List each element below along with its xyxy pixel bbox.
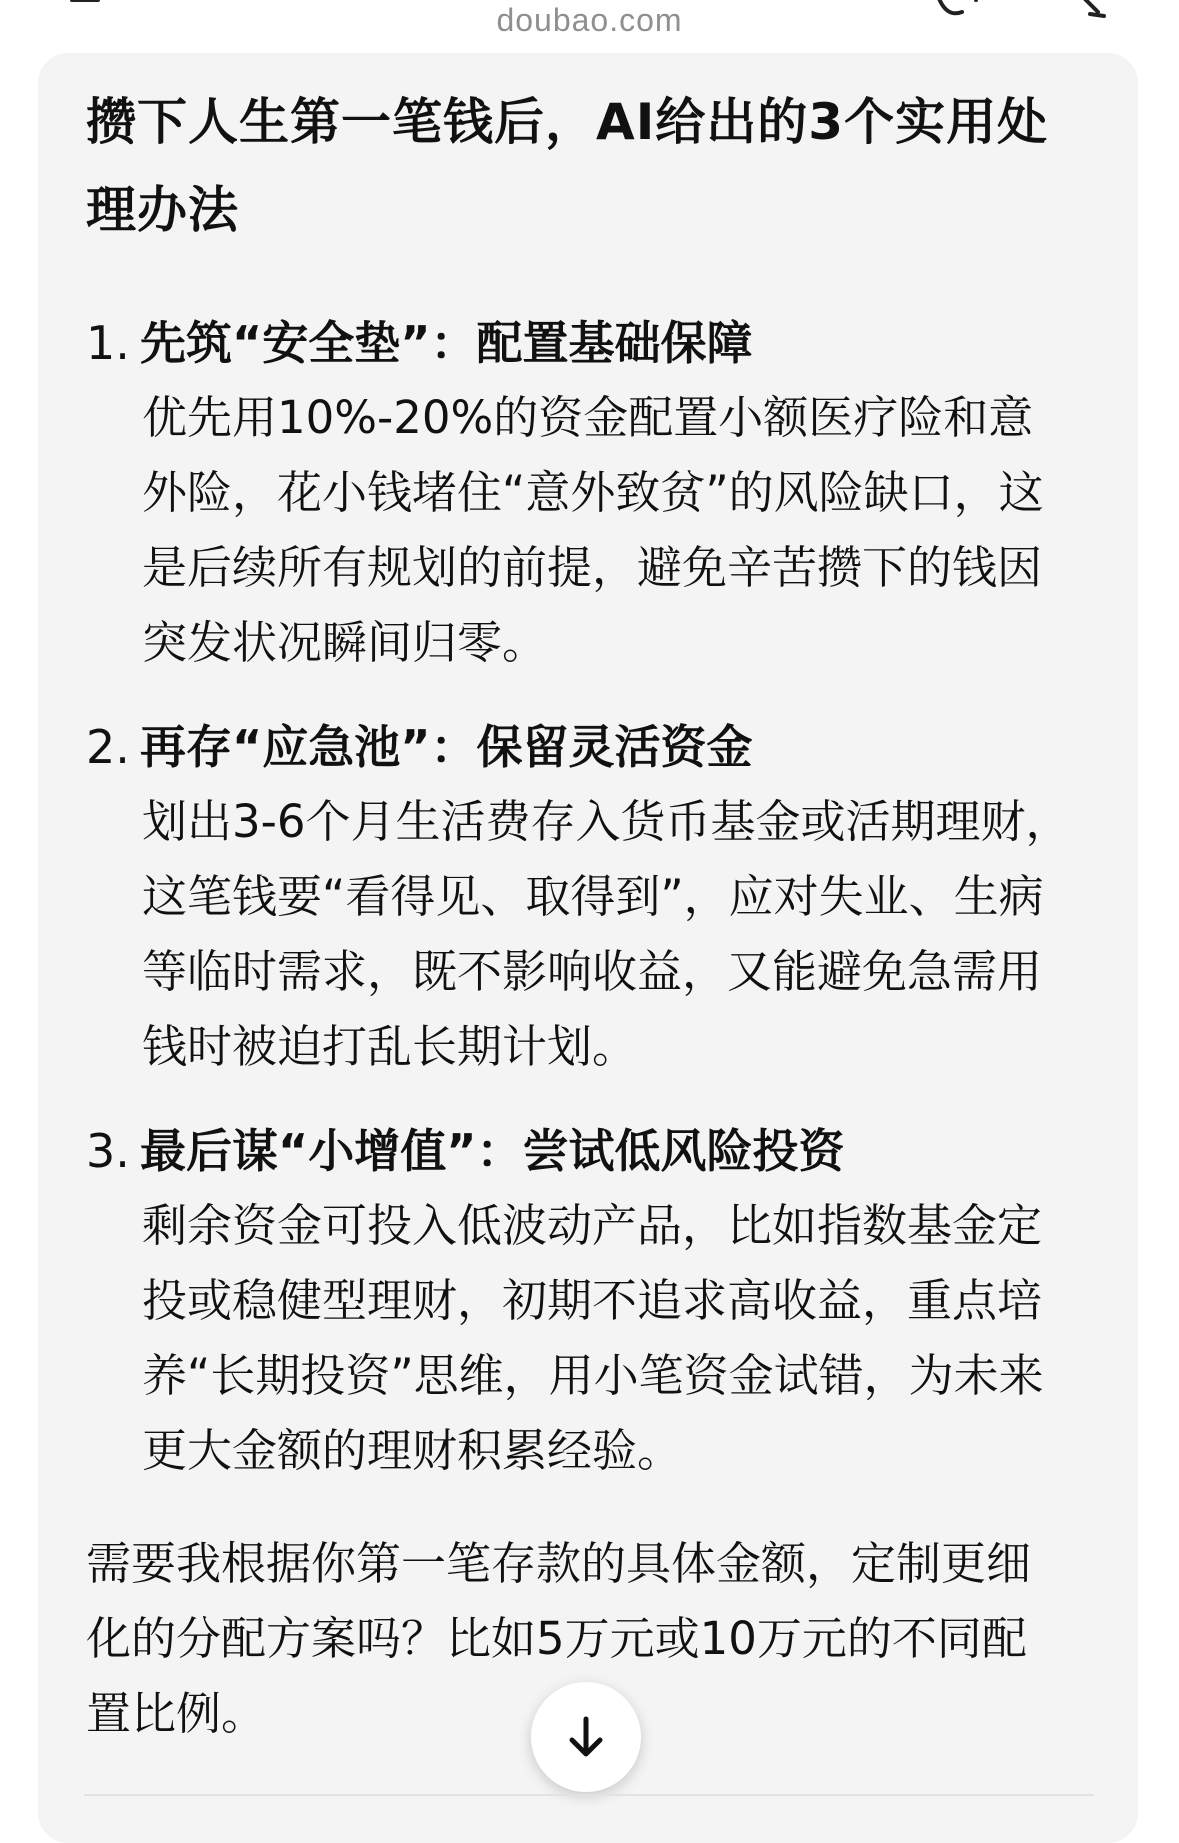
message-title: 攒下人生第一笔钱后，AI给出的3个实用处理办法 [86,93,1049,239]
list-item [86,1114,1096,1488]
item-body: 剩余资金可投入低波动产品，比如指数基金定投或稳健型理财，初期不追求高收益，重点培养“长期投资”思维，用小笔资金试错，为未来更大金额的理财积累经验。 [142,1199,1044,1477]
link-icon[interactable] [932,0,982,22]
item-number: 3. [86,1124,130,1178]
item-heading-text: 最后谋“小增值”：尝试低风险投资 [140,1124,845,1178]
item-number: 2. [86,720,130,774]
url-label[interactable]: doubao.com [496,2,683,38]
item-heading [86,1114,1096,1188]
closing-question: 需要我根据你第一笔存款的具体金额，定制更细化的分配方案吗？比如5万元或10万元的不同配置比例。 [86,1537,1032,1740]
arrow-down-icon [562,1713,610,1761]
item-body: 优先用10%-20%的资金配置小额医疗险和意外险，花小钱堵住“意外致贫”的风险缺口，这是后续所有规划的前提，避免辛苦攒下的钱因突发状况瞬间归零。 [142,391,1044,669]
assistant-message-content [86,78,1096,1751]
item-heading-text: 再存“应急池”：保留灵活资金 [140,720,753,774]
divider [84,1794,1094,1796]
advice-list [86,306,1096,1488]
item-heading [86,710,1096,784]
list-item [86,710,1096,1084]
item-number: 1. [86,316,130,370]
edit-icon[interactable] [1060,0,1110,22]
browser-top-bar [0,0,1179,48]
scroll-to-bottom-button[interactable] [531,1682,641,1792]
item-body: 划出3-6个月生活费存入货币基金或活期理财，这笔钱要“看得见、取得到”，应对失业、生病等临时需求，既不影响收益，又能避免急需用钱时被迫打乱长期计划。 [142,795,1071,1073]
list-item [86,306,1096,680]
item-heading-text: 先筑“安全垫”：配置基础保障 [140,316,753,370]
item-heading [86,306,1096,380]
